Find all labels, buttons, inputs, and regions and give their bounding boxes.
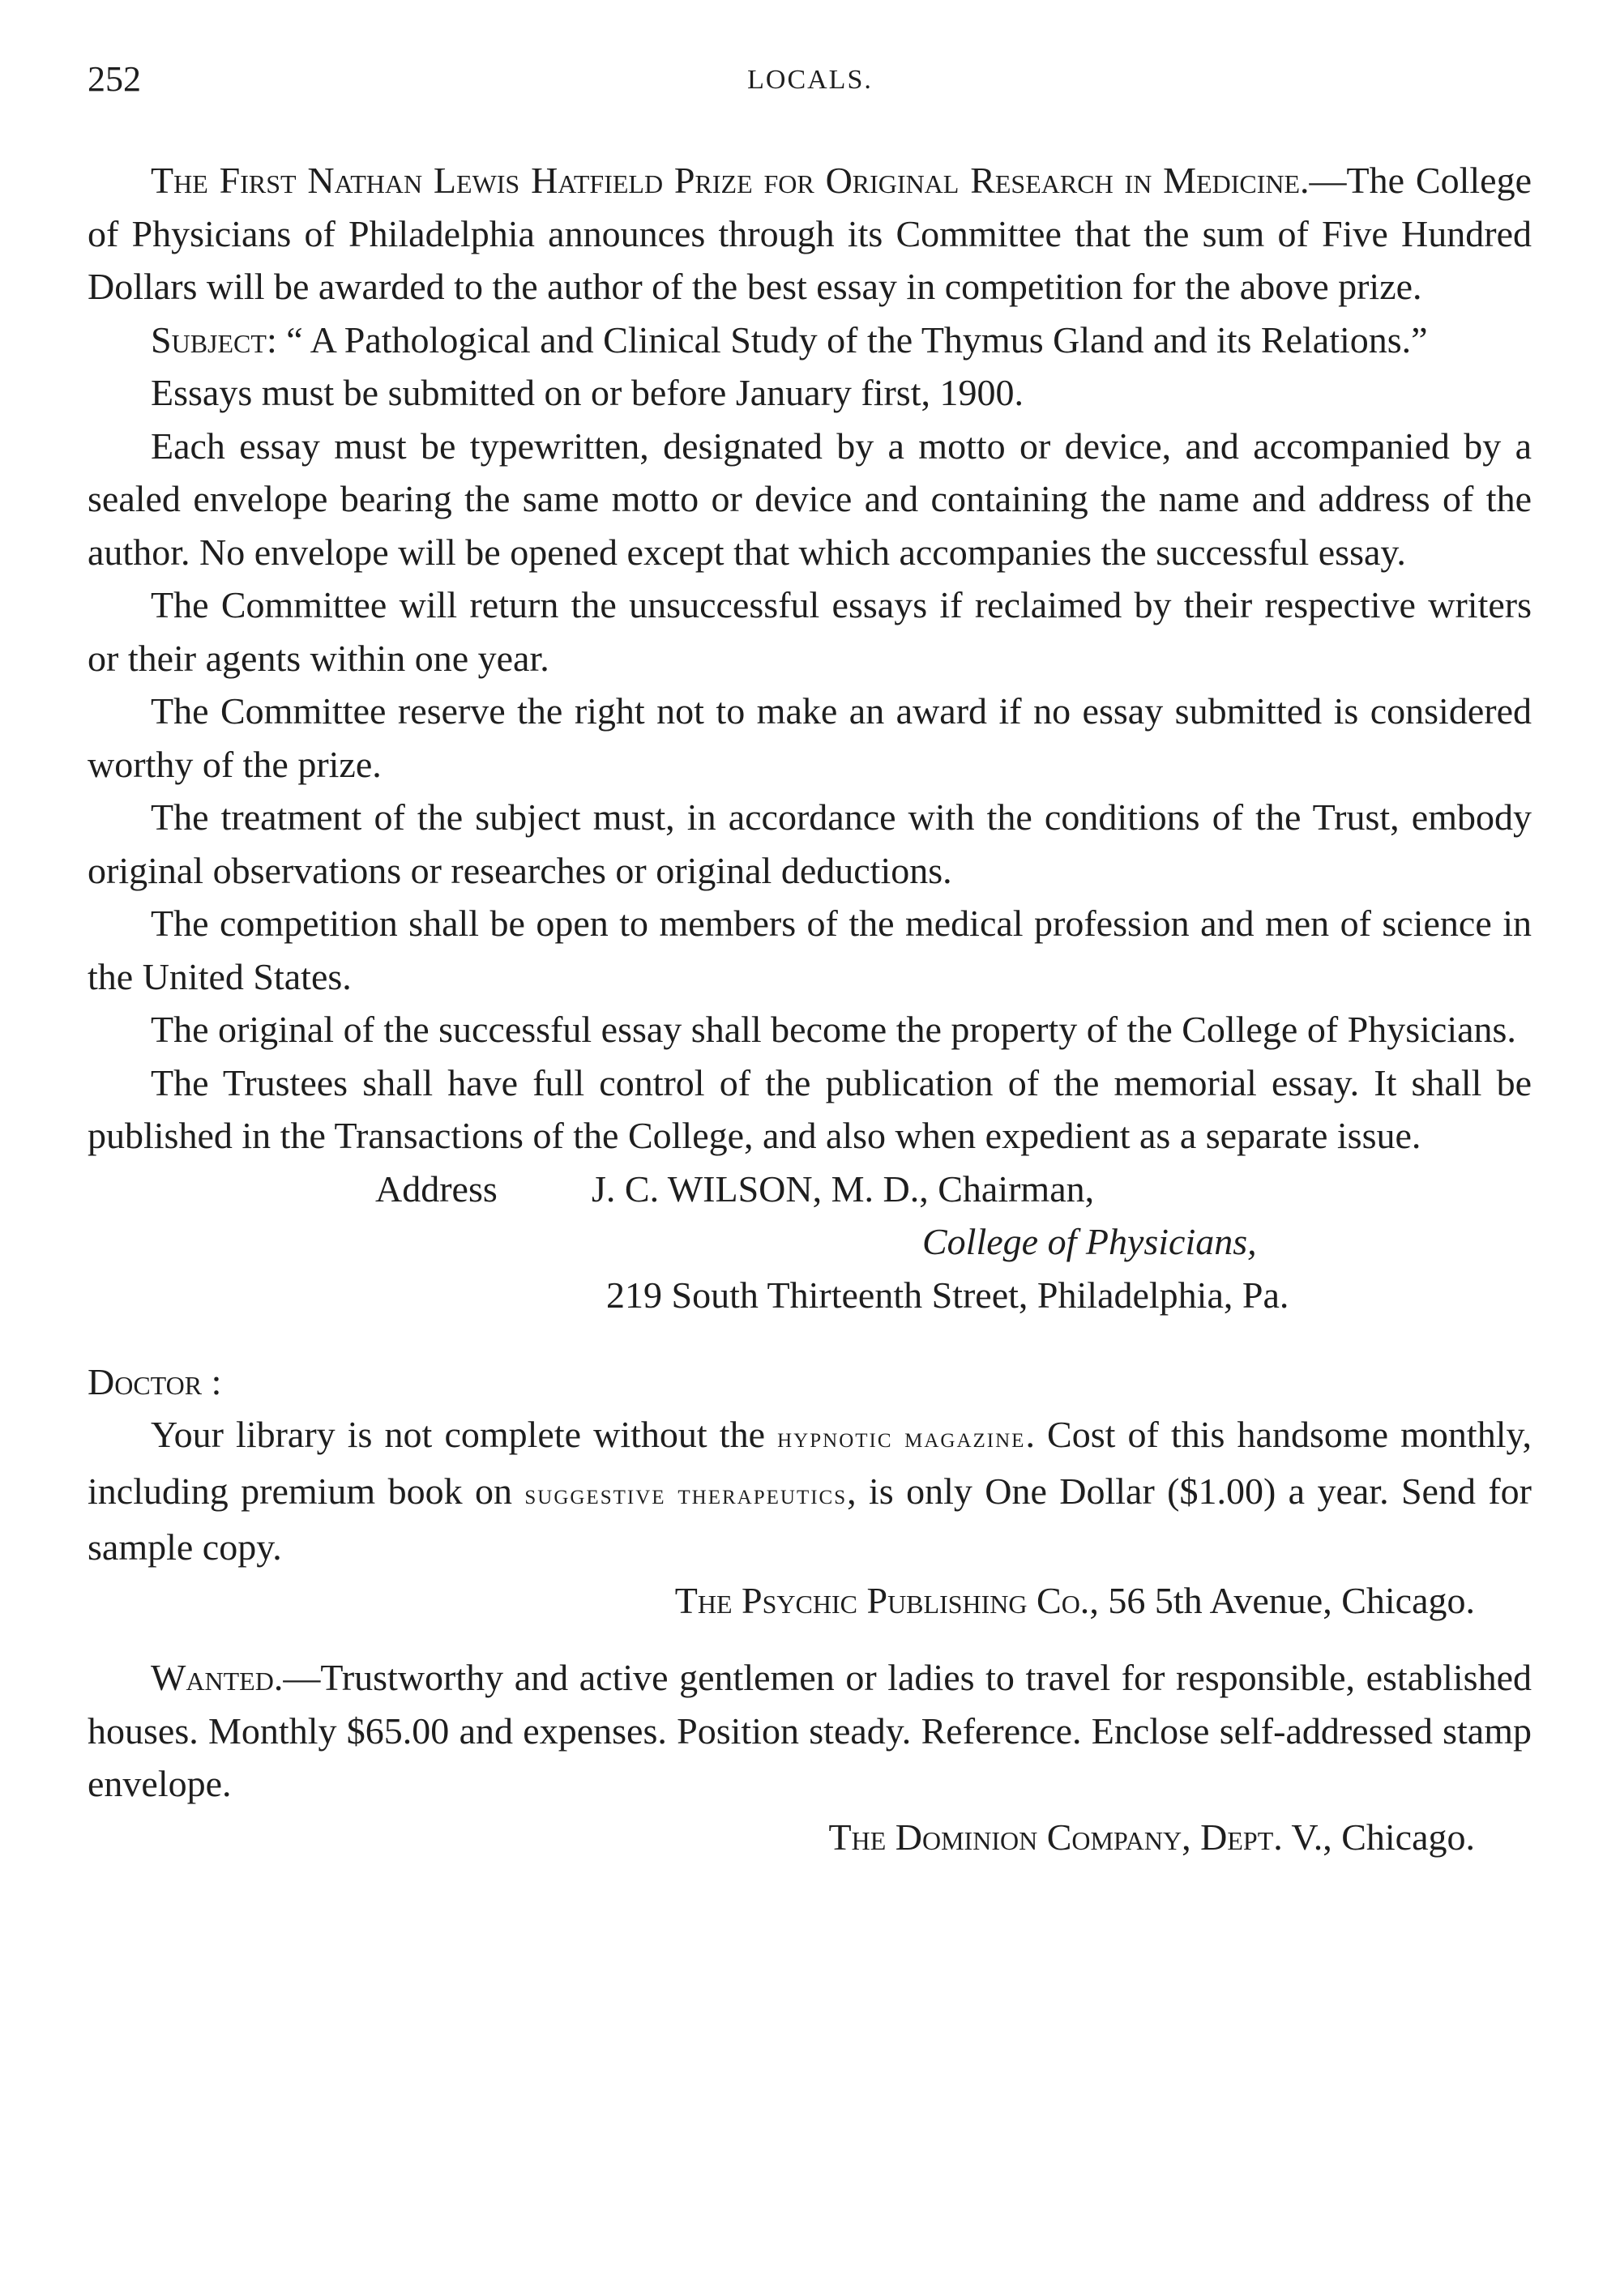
address-label: Address [375,1167,498,1210]
doctor-text-1: Your library is not complete without the [151,1414,778,1455]
doctor-salutation: Doctor [88,1360,203,1402]
dominion-company-signature [88,1811,1532,1864]
address-college: College of Physicians, [922,1220,1257,1262]
wanted-paragraph [88,1651,1532,1811]
doctor-salutation-line [88,1355,1532,1409]
prize-address-block [88,1163,1532,1321]
prize-intro-paragraph [88,154,1532,314]
dominion-city: , Chicago. [1323,1816,1475,1858]
prize-typewritten-rule: Each essay must be typewritten, designated by a motto or device, and accompanied by a sealed envelope bearing the same motto or device and containing the name and address of the author. No envelope will be opened except that which accompanies the successful essay. [88,425,1532,573]
psychic-publishing-signature [88,1574,1532,1628]
prize-title: The First Nathan Lewis Hatfield Prize for Original Research in Medicine. [151,160,1310,201]
prize-deadline: Essays must be submitted on or before January first, 1900. [151,372,1024,413]
doctor-text-2: . Cost of this handsome monthly, including premium book on [88,1414,1532,1512]
prize-property-rule: The original of the successful essay shall become the property of the College of Physicians. [151,1009,1516,1050]
suggestive-therapeutics-title: suggestive therapeutics [524,1477,848,1510]
subject-text: : “ A Pathological and Clinical Study of the Thymus Gland and its Relations.” [266,318,1428,361]
address-street: 219 South Thirteenth Street, Philadelphia, Pa. [606,1274,1289,1316]
prize-return-rule: The Committee will return the unsuccessful essays if reclaimed by their respective writers or their agents within one year. [88,584,1532,679]
prize-trustees-rule: The Trustees shall have full control of the publication of the memorial essay. It shall be published in the Transactions of the College, and also when expedient as a separate issue. [88,1061,1532,1156]
wanted-text: —Trustworthy and active gentlemen or ladies to travel for responsible, established houses. Monthly $65.00 and expenses. Position steady. Reference. Enclose self-addressed stamp envelope. [88,1657,1532,1804]
prize-intro: —The College of Physicians of Philadelphia announces through its Committee that the sum of Five Hundred Dollars will be awarded to the author of the best essay in competition for the above prize. [88,160,1532,307]
running-head: LOCALS. [747,65,873,95]
page-body [88,154,1532,1863]
hypnotic-magazine-name: hypnotic magazine [777,1421,1026,1453]
wanted-label: Wanted. [151,1657,284,1698]
psychic-publishing-address: , 56 5th Avenue, Chicago. [1089,1579,1475,1621]
doctor-text-3: , is only One Dollar ($1.00) a year. Send for sample copy. [88,1470,1532,1568]
doctor-paragraph [88,1408,1532,1574]
subject-label: Subject [151,318,267,361]
doctor-salutation-colon: : [202,1360,222,1402]
dominion-company: The Dominion Company, Dept. V. [828,1816,1323,1858]
prize-subject-paragraph [88,314,1532,367]
psychic-publishing-company: The Psychic Publishing Co. [674,1579,1090,1621]
prize-reserve-rule: The Committee reserve the right not to make an award if no essay submitted is considered worthy of the prize. [88,690,1532,785]
page-number: 252 [88,59,141,99]
prize-competition-rule: The competition shall be open to members of the medical profession and men of science in the United States. [88,903,1532,997]
prize-treatment-rule: The treatment of the subject must, in accordance with the conditions of the Trust, embody original observations or researches or original deductions. [88,796,1532,891]
address-name: J. C. WILSON, M. D., Chairman, [592,1167,1095,1210]
